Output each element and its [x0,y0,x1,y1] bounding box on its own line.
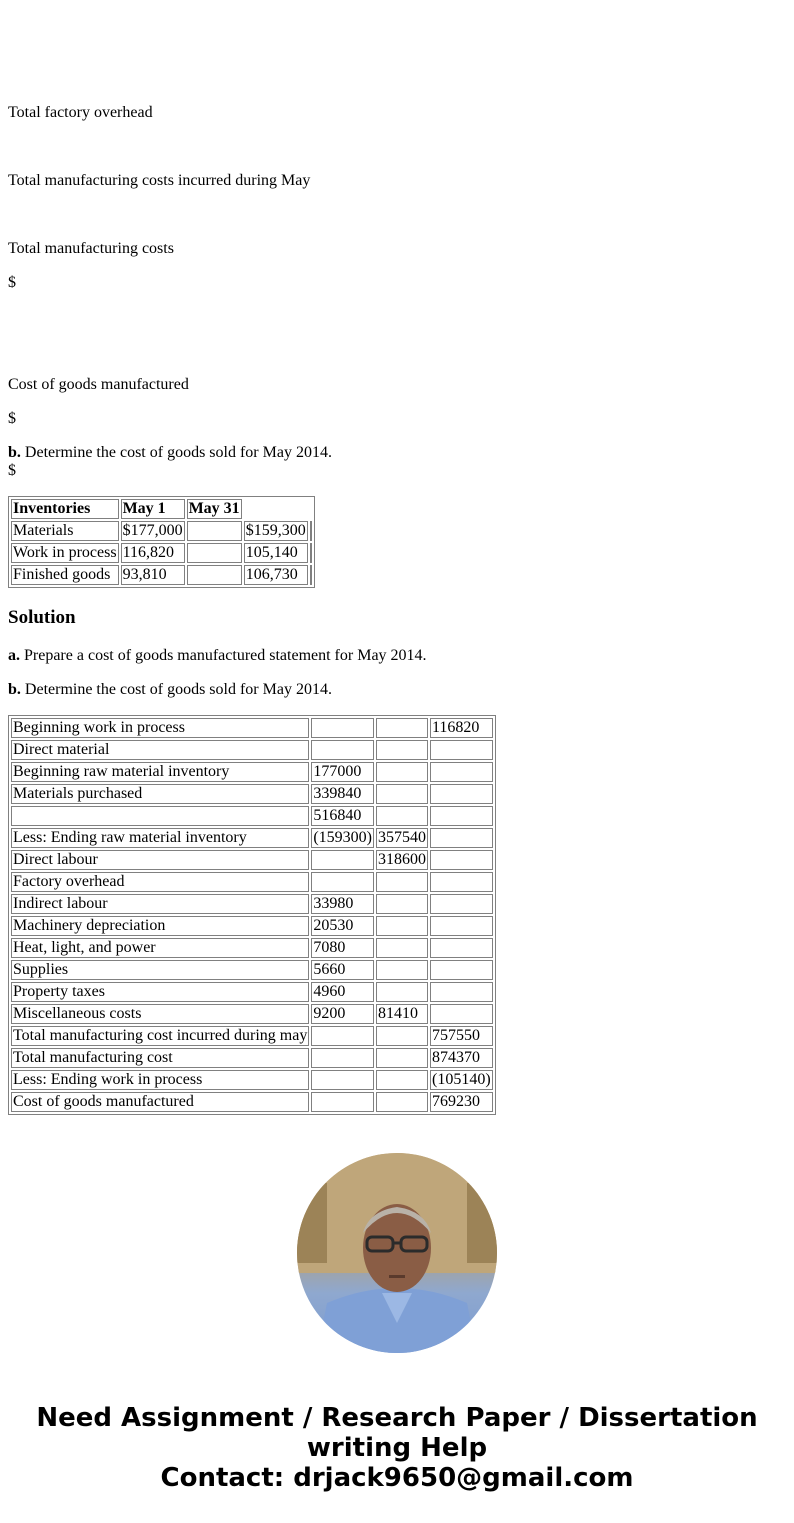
table-cell: Finished goods [11,565,119,585]
amount-cell: 9200 [311,1004,374,1024]
amount-cell [376,1070,428,1090]
row-label-cell: Less: Ending work in process [11,1070,309,1090]
part-b-text: Determine the cost of goods sold for May 2014. [24,444,332,461]
amount-cell: 177000 [311,762,374,782]
amount-cell [430,740,493,760]
table-row [11,762,493,782]
promo-contact: Contact: drjack9650@gmail.com [160,1463,634,1493]
table-row [11,894,493,914]
amount-cell [430,982,493,1002]
row-label-cell: Direct material [11,740,309,760]
amount-cell: 516840 [311,806,374,826]
row-label-cell: Indirect labour [11,894,309,914]
part-a-question [8,647,427,665]
table-cell-empty [187,565,242,585]
author-avatar [297,1153,497,1353]
amount-cell [376,872,428,892]
row-label-cell: Materials purchased [11,784,309,804]
row-label-cell: Property taxes [11,982,309,1002]
amount-cell [311,1070,374,1090]
row-label-cell: Miscellaneous costs [11,1004,309,1024]
part-a-text: Prepare a cost of goods manufactured statement for May 2014. [24,647,427,664]
table-row [11,543,312,563]
table-row [11,1048,493,1068]
table-cell-empty [187,543,242,563]
amount-cell [430,960,493,980]
promo-banner [0,1403,794,1493]
amount-cell [376,916,428,936]
table-cell-empty [310,565,312,585]
total-manufacturing-costs-label: Total manufacturing costs [8,240,174,257]
amount-cell [311,872,374,892]
cost-of-goods-manufactured-label: Cost of goods manufactured [8,376,189,393]
amount-cell [311,1026,374,1046]
amount-cell [430,894,493,914]
amount-cell [430,762,493,782]
table-row [11,872,493,892]
table-row [11,982,493,1002]
amount-cell: 357540 [378,829,426,846]
part-b-text: Determine the cost of goods sold for May 2014. [24,681,332,698]
part-b-question [8,681,332,699]
column-header: May 1 [121,499,185,519]
column-header: Inventories [11,499,119,519]
amount-cell: 116820 [430,718,493,738]
row-label-cell: Beginning raw material inventory [11,762,309,782]
table-cell: 106,730 [244,565,308,585]
solution-table-body [11,718,493,1112]
amount-cell: 4960 [311,982,374,1002]
amount-cell: (159300) [313,829,372,846]
part-a-prefix: a. [8,647,20,664]
table-cell: $159,300 [245,522,306,539]
row-label-cell: Factory overhead [11,872,309,892]
amount-cell: 318600 [378,851,426,868]
amount-cell [376,784,428,804]
table-cell: Materials [11,521,119,541]
part-b-prefix: b. [8,681,21,698]
amount-cell [311,740,374,760]
amount-cell: 757550 [430,1026,493,1046]
table-row [11,784,493,804]
table-row [11,960,493,980]
amount-cell [376,762,428,782]
amount-cell [311,1048,374,1068]
amount-cell [311,850,374,870]
row-label-cell: Cost of goods manufactured [11,1092,309,1112]
amount-cell: 874370 [430,1048,493,1068]
row-label-cell: Total manufacturing cost [11,1048,309,1068]
row-label-cell: Direct labour [11,850,309,870]
amount-cell [430,872,493,892]
amount-cell [430,828,493,848]
table-cell-empty [310,521,312,541]
table-cell: 93,810 [121,565,185,585]
row-label-cell: Total manufacturing cost incurred during may [13,1027,308,1044]
author-portrait-image [297,1153,497,1353]
row-label-cell [11,806,309,826]
part-b-question [8,444,332,462]
amount-cell [376,806,428,826]
row-label-cell: Machinery depreciation [11,916,309,936]
table-header-row [11,499,312,519]
table-cell: 105,140 [244,543,308,563]
amount-cell [376,740,428,760]
dollar-sign: $ [8,410,16,427]
part-b-prefix: b. [8,444,21,461]
amount-cell: 33980 [311,894,374,914]
amount-cell: 20530 [311,916,374,936]
promo-line: Need Assignment / Research Paper / Dissertation [36,1403,758,1433]
table-row [11,740,493,760]
total-costs-incurred-label: Total manufacturing costs incurred during May [8,172,311,189]
table-row [11,850,493,870]
amount-cell: 769230 [430,1092,493,1112]
table-row [11,1070,493,1090]
table-row [11,806,493,826]
row-label-cell: Beginning work in process [11,718,309,738]
amount-cell [376,1026,428,1046]
amount-cell [311,718,374,738]
amount-cell [376,894,428,914]
table-cell: $177,000 [122,522,183,539]
dollar-sign: $ [8,462,16,479]
table-row [11,521,312,541]
row-label-cell: Less: Ending raw material inventory [11,828,309,848]
row-label-cell: Supplies [11,960,309,980]
amount-cell [430,938,493,958]
row-label-cell: Heat, light, and power [11,938,309,958]
cost-of-goods-manufactured-table [8,715,496,1115]
solution-heading: Solution [8,607,76,628]
table-cell-empty [310,543,312,563]
amount-cell [430,916,493,936]
table-row [11,916,493,936]
amount-cell [376,960,428,980]
amount-cell [430,850,493,870]
promo-line: writing Help [306,1433,488,1463]
amount-cell: (105140) [432,1071,491,1088]
table-row [11,1026,493,1046]
table-row [11,828,493,848]
table-cell-empty [187,521,242,541]
table-row [11,718,493,738]
inventories-table [8,496,315,588]
table-row [11,1004,493,1024]
table-cell: 116,820 [121,543,185,563]
amount-cell [311,1092,374,1112]
column-header: May 31 [188,500,240,517]
amount-cell [376,1092,428,1112]
amount-cell: 5660 [311,960,374,980]
table-row [11,565,312,585]
amount-cell: 339840 [311,784,374,804]
amount-cell [376,982,428,1002]
table-row [11,1092,493,1112]
table-cell: Work in process [13,544,117,561]
amount-cell [376,1048,428,1068]
total-factory-overhead-label: Total factory overhead [8,104,153,121]
amount-cell [430,1004,493,1024]
amount-cell [430,806,493,826]
amount-cell [376,938,428,958]
amount-cell: 7080 [311,938,374,958]
table-row [11,938,493,958]
dollar-sign: $ [8,274,16,291]
amount-cell [376,718,428,738]
amount-cell: 81410 [376,1004,428,1024]
amount-cell [430,784,493,804]
